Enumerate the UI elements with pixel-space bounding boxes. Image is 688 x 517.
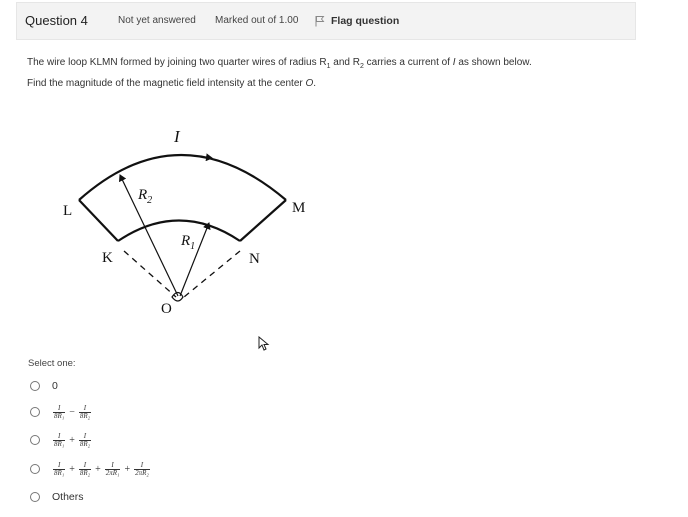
label-N: N <box>249 251 260 267</box>
label-K: K <box>102 250 113 266</box>
option-c-formula: $\frac{I}{\text{8R₁}}$ + $\frac{I}{\text{8R₂}}$ <box>54 431 91 448</box>
flag-question-link[interactable]: Flag question <box>331 15 400 27</box>
mouse-cursor-icon <box>258 336 270 352</box>
label-O: O <box>161 301 172 317</box>
answer-option-c[interactable] <box>30 432 92 448</box>
radio-option-c[interactable] <box>30 435 40 445</box>
outer-arc-r2 <box>79 155 286 200</box>
question-number: Question 4 <box>25 13 88 28</box>
option-d-formula: $\frac{I}{\text{8R₁}}$ + $\frac{I}{\text{8R₂}}$ + $\frac{I}{\text{2πR₁}}$ + $\frac{I}{\text{2πR₂}}$ <box>54 460 149 477</box>
inner-arc-r1 <box>118 221 240 242</box>
question-text-line-1: The wire loop KLMN formed by joining two quarter wires of radius $R_1$ and $R_2$ carries a current of I as shown below. <box>27 57 532 70</box>
wire-L-K <box>79 200 118 241</box>
answer-option-e[interactable] <box>30 489 84 505</box>
option-a-label: 0 <box>52 380 58 392</box>
radio-option-d[interactable] <box>30 464 40 474</box>
answer-option-a[interactable] <box>30 378 58 394</box>
radio-option-a[interactable] <box>30 381 40 391</box>
option-e-label: Others <box>52 491 84 503</box>
wire-M-N <box>240 200 286 241</box>
answer-option-d[interactable] <box>30 461 151 477</box>
label-R2: $R_2$ <box>138 187 153 206</box>
label-M: M <box>292 200 306 216</box>
radio-option-e[interactable] <box>30 492 40 502</box>
dashed-K-O <box>124 251 176 297</box>
select-one-label: Select one: <box>28 358 76 369</box>
label-R1: $R_1$ <box>181 233 196 252</box>
dashed-N-O <box>184 251 240 297</box>
label-L: L <box>63 203 73 219</box>
question-marks: Marked out of 1.00 <box>215 15 299 26</box>
label-current-I: I <box>174 127 180 146</box>
answer-option-b[interactable] <box>30 404 92 420</box>
option-b-formula: $\frac{I}{\text{8R₁}}$ − $\frac{I}{\text{8R₂}}$ <box>54 403 91 420</box>
question-status: Not yet answered <box>118 15 196 26</box>
radio-option-b[interactable] <box>30 407 40 417</box>
question-text-line-2: Find the magnitude of the magnetic field intensity at the center O. <box>27 78 317 89</box>
